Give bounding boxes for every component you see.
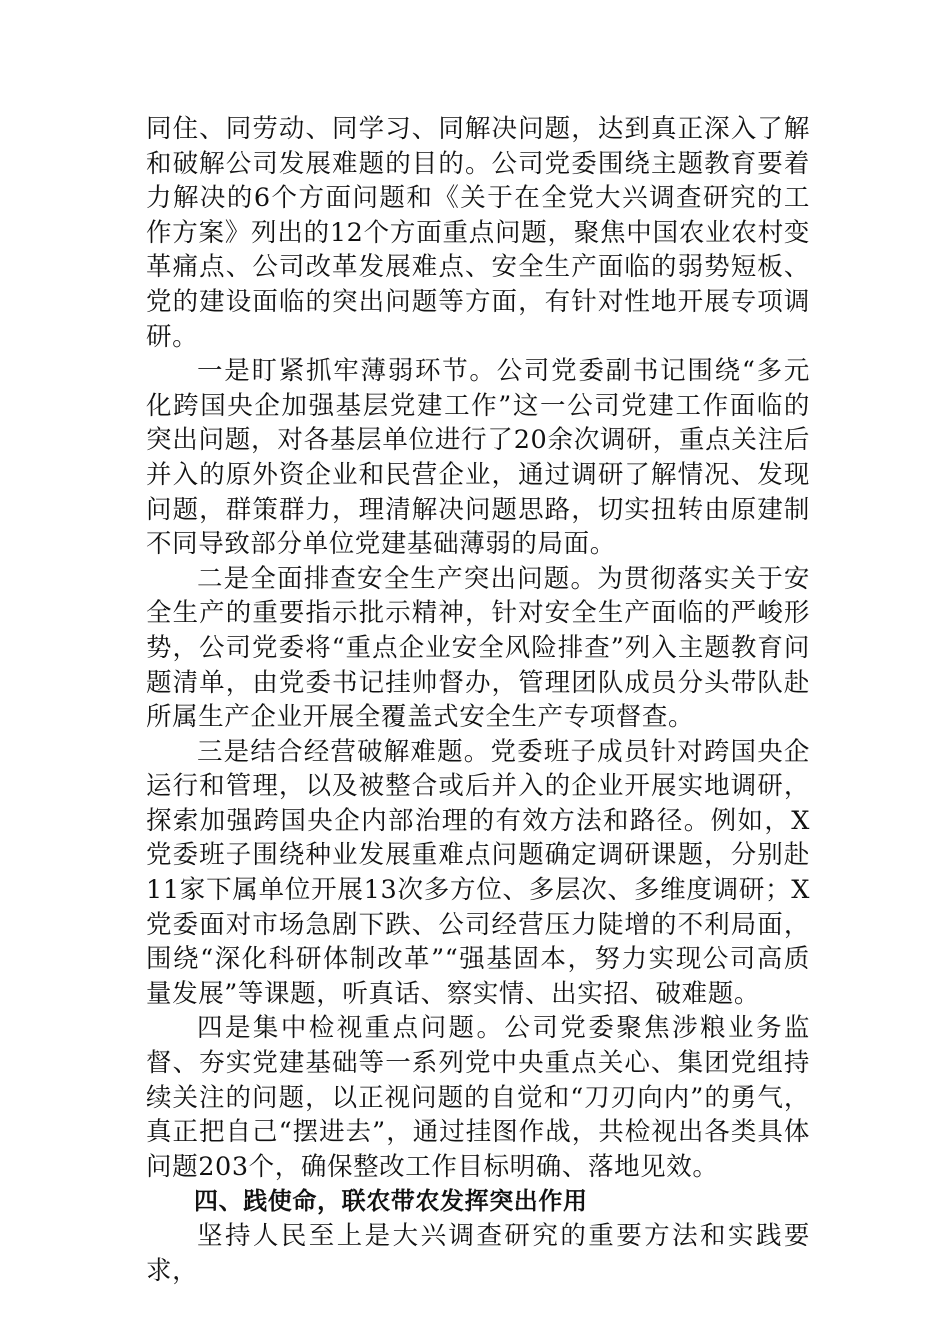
document-body (146, 112, 810, 1288)
body-paragraph: 同住、同劳动、同学习、同解决问题，达到真正深入了解和破解公司发展难题的目的。公司党委围绕主题教育要着力解决的6个方面问题和《关于在全党大兴调查研究的工作方案》列出的12个方面重点问题，聚焦中国农业农村变革痛点、公司改革发展难点、安全生产面临的弱势短板、党的建设面临的突出问题等方面，有针对性地开展专项调研。 (146, 114, 810, 352)
body-paragraph: 二是全面排查安全生产突出问题。为贯彻落实关于安全生产的重要指示批示精神，针对安全生产面临的严峻形势，公司党委将“重点企业安全风险排查”列入主题教育问题清单，由党委书记挂帅督办，管理团队成员分头带队赴所属生产企业开展全覆盖式安全生产专项督查。 (146, 563, 810, 733)
body-paragraph: 坚持人民至上是大兴调查研究的重要方法和实践要求， (146, 1221, 810, 1286)
body-paragraph: 四是集中检视重点问题。公司党委聚焦涉粮业务监督、夯实党建基础等一系列党中央重点关心、集团党组持续关注的问题，以正视问题的自觉和“刀刃向内”的勇气，真正把自己“摆进去”，通过挂图作战，共检视出各类具体问题203个，确保整改工作目标明确、落地见效。 (146, 1013, 810, 1182)
body-paragraph: 三是结合经营破解难题。党委班子成员针对跨国央企运行和管理，以及被整合或后并入的企业开展实地调研，探索加强跨国央企内部治理的有效方法和路径。例如，X党委班子围绕种业发展重难点问题确定调研课题，分别赴11家下属单位开展13次多方位、多层次、多维度调研；X党委面对市场急剧下跌、公司经营压力陡增的不利局面，围绕“深化科研体制改革”“强基固本，努力实现公司高质量发展”等课题，听真话、察实情、出实招、破难题。 (146, 736, 810, 1009)
section-heading: 四、践使命，联农带农发挥突出作用 (194, 1187, 588, 1216)
body-paragraph: 一是盯紧抓牢薄弱环节。公司党委副书记围绕“多元化跨国央企加强基层党建工作”这一公司党建工作面临的突出问题，对各基层单位进行了20余次调研，重点关注后并入的原外资企业和民营企业，通过调研了解情况、发现问题，群策群力，理清解决问题思路，切实扭转由原建制不同导致部分单位党建基础薄弱的局面。 (146, 356, 810, 560)
